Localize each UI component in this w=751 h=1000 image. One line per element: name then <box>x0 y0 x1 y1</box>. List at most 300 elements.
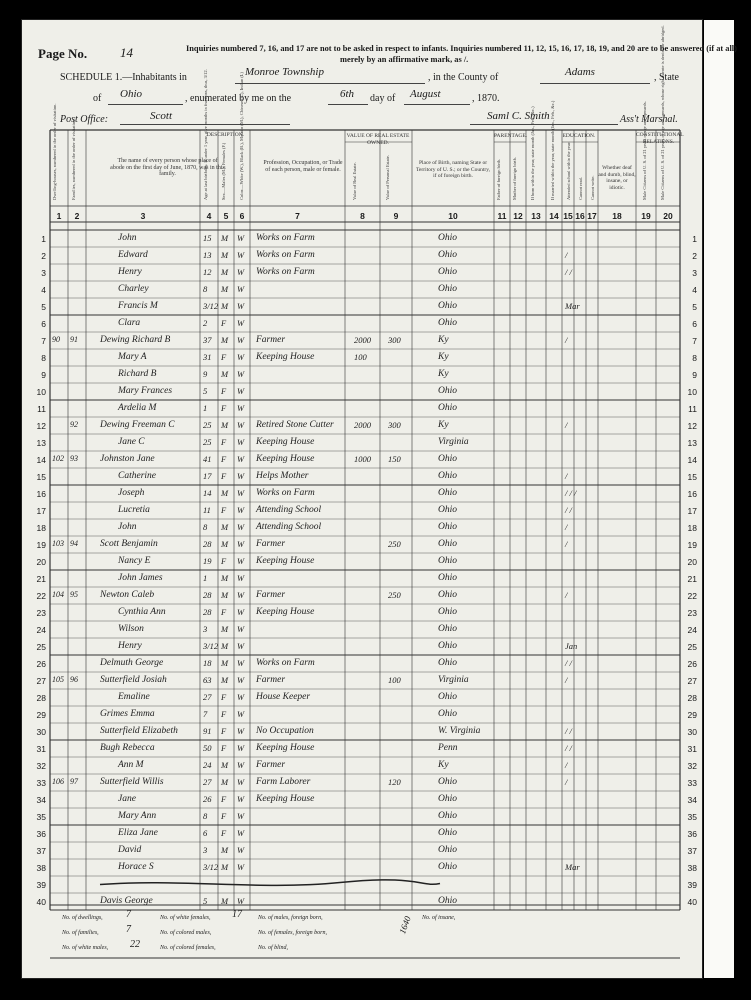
sex: M <box>221 658 229 668</box>
color: W <box>237 777 245 787</box>
age: 3/12 <box>203 641 219 651</box>
row-number: 31 <box>36 744 46 754</box>
col7-header: Profession, Occupation, or Trade of each person, male or female. <box>263 160 343 173</box>
row-number: 26 <box>36 659 46 669</box>
place-of-birth: Ky <box>438 760 449 770</box>
col16-header: Cannot read. <box>578 177 583 200</box>
person-name: Ann M <box>118 760 144 770</box>
row-number-right: 35 <box>687 812 697 822</box>
age: 25 <box>203 420 212 430</box>
row-number-right: 32 <box>687 761 697 771</box>
tally-marks: / <box>565 539 568 549</box>
row-number-right: 25 <box>687 642 697 652</box>
row-number: 16 <box>36 489 46 499</box>
row-number: 11 <box>37 404 46 414</box>
day-field: 6th <box>340 88 355 100</box>
row-number: 8 <box>41 353 46 363</box>
occupation: Farmer <box>256 539 286 549</box>
place-of-birth: Ohio <box>438 862 457 872</box>
row-number: 10 <box>36 387 46 397</box>
tally-marks: / <box>565 590 568 600</box>
sex: F <box>221 743 227 753</box>
row-number-right: 11 <box>688 404 697 414</box>
age: 3/12 <box>203 301 219 311</box>
person-name: Grimes Emma <box>100 709 155 719</box>
occupation: Farmer <box>256 760 286 770</box>
occupation: Farmer <box>256 675 286 685</box>
age: 28 <box>203 607 212 617</box>
column-number: 1 <box>56 211 62 221</box>
real-estate-value: 2000 <box>354 420 371 430</box>
real-estate-value: 1000 <box>354 454 371 464</box>
state-field: Ohio <box>120 88 142 100</box>
real-estate-value: 100 <box>354 352 367 362</box>
row-number-right: 6 <box>692 319 697 329</box>
place-of-birth: Ohio <box>438 624 457 634</box>
column-number: 4 <box>206 211 212 221</box>
row-number-right: 24 <box>687 625 697 635</box>
sex: M <box>221 539 229 549</box>
person-name: Mary A <box>118 352 147 362</box>
color: W <box>237 675 245 685</box>
tally-marks: / / <box>565 743 572 753</box>
row-number-right: 5 <box>692 302 697 312</box>
place-of-birth: Ohio <box>438 896 457 906</box>
sex: M <box>221 522 229 532</box>
color: W <box>237 284 245 294</box>
blind-label: No. of blind, <box>258 945 289 951</box>
sex: M <box>221 301 229 311</box>
township-field: Monroe Township <box>245 66 324 78</box>
place-of-birth: Ky <box>438 335 449 345</box>
family-number: 91 <box>70 335 78 344</box>
place-of-birth: Ohio <box>438 573 457 583</box>
row-number-right: 28 <box>687 693 697 703</box>
color: W <box>237 403 245 413</box>
occupation: Farm Laborer <box>256 777 311 787</box>
sex: F <box>221 471 227 481</box>
row-number-right: 16 <box>687 489 697 499</box>
age: 2 <box>203 318 208 328</box>
place-of-birth: Ohio <box>438 386 457 396</box>
col5-header: Sex.—Males (M.), Females (F.) <box>221 142 226 200</box>
age: 27 <box>203 777 212 787</box>
occupation: Works on Farm <box>256 250 315 260</box>
color: W <box>237 471 245 481</box>
sex: F <box>221 386 227 396</box>
col3-header: The name of every person whose place of abode on the first day of June, 1870, was in this family. <box>110 158 225 177</box>
row-number: 30 <box>36 727 46 737</box>
person-name: Bugh Rebecca <box>100 743 155 753</box>
place-of-birth: Ohio <box>438 692 457 702</box>
sex: F <box>221 607 227 617</box>
row-number-right: 40 <box>687 897 697 907</box>
color: W <box>237 301 245 311</box>
age: 31 <box>203 352 212 362</box>
column-number: 20 <box>663 211 673 221</box>
col18-header: Whether deaf and dumb, blind, insane, or idiotic. <box>598 165 636 191</box>
marshal-label: Ass't Marshal. <box>620 114 678 125</box>
white-females-label: No. of white females, <box>160 915 211 921</box>
place-of-birth: Ohio <box>438 301 457 311</box>
page-label: Page No. <box>38 46 88 61</box>
person-name: Wilson <box>118 624 144 634</box>
row-number-right: 3 <box>692 268 697 278</box>
family-number: 96 <box>70 675 78 684</box>
place-of-birth: Ohio <box>438 284 457 294</box>
personal-estate-value: 150 <box>388 454 401 464</box>
color: W <box>237 233 245 243</box>
row-number-right: 20 <box>687 557 697 567</box>
row-number: 9 <box>41 370 46 380</box>
sex: M <box>221 573 229 583</box>
color: W <box>237 590 245 600</box>
age: 63 <box>203 675 212 685</box>
dwellings-label: No. of dwellings, <box>62 915 103 921</box>
person-name: Francis M <box>118 301 158 311</box>
color: W <box>237 862 245 872</box>
age: 5 <box>203 386 208 396</box>
age: 8 <box>203 811 208 821</box>
row-number: 22 <box>36 591 46 601</box>
occupation: Keeping House <box>256 607 315 617</box>
row-number-right: 4 <box>692 285 697 295</box>
color: W <box>237 539 245 549</box>
row-number-right: 27 <box>687 676 697 686</box>
column-number: 3 <box>140 211 146 221</box>
place-of-birth: Ky <box>438 352 449 362</box>
constitutional-header: CONSTITUTIONAL RELATIONS. <box>636 132 684 145</box>
person-name: Sutterfield Willis <box>100 777 164 787</box>
age: 3 <box>203 845 208 855</box>
color: W <box>237 845 245 855</box>
row-number-right: 34 <box>687 795 697 805</box>
dwellings-count: 7 <box>126 909 131 920</box>
row-number-right: 23 <box>687 608 697 618</box>
person-name: Eliza Jane <box>118 828 158 838</box>
column-number: 18 <box>612 211 622 221</box>
place-of-birth: Ohio <box>438 250 457 260</box>
family-number: 95 <box>70 590 78 599</box>
tally-marks: / / <box>565 505 572 515</box>
row-number-right: 12 <box>687 421 697 431</box>
place-of-birth: Ohio <box>438 709 457 719</box>
row-number: 12 <box>36 421 46 431</box>
row-number-right: 30 <box>687 727 697 737</box>
family-number: 93 <box>70 454 78 463</box>
age: 25 <box>203 437 212 447</box>
sex: F <box>221 403 227 413</box>
month-field: August <box>410 88 441 100</box>
sex: F <box>221 318 227 328</box>
row-number: 25 <box>36 642 46 652</box>
occupation: Works on Farm <box>256 233 315 243</box>
sex: F <box>221 709 227 719</box>
color: W <box>237 505 245 515</box>
place-of-birth: Ohio <box>438 471 457 481</box>
tally-marks: / / / <box>565 488 577 498</box>
tally-marks: Mar <box>565 301 580 311</box>
age: 8 <box>203 284 208 294</box>
row-number: 36 <box>36 829 46 839</box>
color: W <box>237 760 245 770</box>
color: W <box>237 624 245 634</box>
row-number: 7 <box>41 336 46 346</box>
sex: F <box>221 692 227 702</box>
county-label: , in the County of <box>428 72 499 83</box>
sex: M <box>221 488 229 498</box>
sex: M <box>221 267 229 277</box>
row-number: 35 <box>36 812 46 822</box>
row-number: 20 <box>36 557 46 567</box>
row-number-right: 19 <box>687 540 697 550</box>
column-number: 7 <box>295 211 300 221</box>
dwelling-number: 103 <box>52 539 64 548</box>
col13-header: If born within the year, state month (Jan., Feb., &c.) <box>530 106 535 200</box>
insane-label: No. of insane, <box>422 915 456 921</box>
place-of-birth: Ohio <box>438 522 457 532</box>
person-name: Scott Benjamin <box>100 539 158 549</box>
age: 1 <box>203 403 208 413</box>
tally-marks: / <box>565 420 568 430</box>
color: W <box>237 658 245 668</box>
tally-marks: / <box>565 777 568 787</box>
person-name: Catherine <box>118 471 156 481</box>
place-of-birth: Ky <box>438 420 449 430</box>
occupation: Attending School <box>256 522 322 532</box>
place-of-birth: Ohio <box>438 641 457 651</box>
of-label: of <box>93 93 102 104</box>
white-males-count: 22 <box>130 939 140 950</box>
col1-header: Dwelling-houses, numbered in the order of visitation. <box>52 103 57 200</box>
col10-header: Place of Birth, naming State or Territory of U. S.; or the Country, if of foreign birth. <box>416 160 490 179</box>
place-of-birth: Ohio <box>438 318 457 328</box>
age: 7 <box>203 709 208 719</box>
column-number: 8 <box>360 211 365 221</box>
row-number: 1 <box>41 234 46 244</box>
sex: M <box>221 675 229 685</box>
families-label: No. of families, <box>62 930 99 936</box>
person-name: Davis George <box>100 896 153 906</box>
sex: F <box>221 556 227 566</box>
place-of-birth: Ohio <box>438 505 457 515</box>
occupation: Attending School <box>256 505 322 515</box>
row-number-right: 13 <box>687 438 697 448</box>
personal-estate-value: 100 <box>388 675 401 685</box>
row-number-right: 15 <box>687 472 697 482</box>
place-of-birth: Penn <box>438 743 458 753</box>
age: 19 <box>203 556 212 566</box>
row-number: 33 <box>36 778 46 788</box>
person-name: Charley <box>118 284 149 294</box>
person-name: John <box>118 233 137 243</box>
occupation: Works on Farm <box>256 488 315 498</box>
age: 8 <box>203 522 208 532</box>
age: 9 <box>203 369 208 379</box>
dwelling-number: 102 <box>52 454 64 463</box>
tally-marks: / / <box>565 267 572 277</box>
color: W <box>237 318 245 328</box>
tally-marks: / <box>565 471 568 481</box>
real-estate-value: 2000 <box>354 335 371 345</box>
row-number-right: 1 <box>692 234 697 244</box>
post-office-label: Post Office: <box>60 114 109 125</box>
age: 24 <box>203 760 212 770</box>
row-number-right: 18 <box>687 523 697 533</box>
age: 11 <box>203 505 211 515</box>
sex: M <box>221 420 229 430</box>
personal-estate-value: 300 <box>388 335 401 345</box>
age: 12 <box>203 267 212 277</box>
color: W <box>237 573 245 583</box>
age: 15 <box>203 233 212 243</box>
sex: M <box>221 845 229 855</box>
families-count: 7 <box>126 924 131 935</box>
col19-header: Male Citizens of U. S. of 21 years of age and upwards. <box>642 101 647 200</box>
row-number: 27 <box>36 676 46 686</box>
color: W <box>237 352 245 362</box>
place-of-birth: Virginia <box>438 675 469 685</box>
row-number: 19 <box>36 540 46 550</box>
color: W <box>237 794 245 804</box>
color: W <box>237 896 245 906</box>
post-office-field: Scott <box>150 110 172 122</box>
place-of-birth: Ky <box>438 369 449 379</box>
year-label: , 1870. <box>472 93 500 104</box>
dwelling-number: 106 <box>52 777 64 786</box>
place-of-birth: Ohio <box>438 607 457 617</box>
sex: M <box>221 862 229 872</box>
white-males-label: No. of white males, <box>62 945 109 951</box>
instructions-note: Inquiries numbered 7, 16, and 17 are not to be asked in respect to infants. Inquiries numbered 11, 12, 15, 16, 17, 18, 19, and 20 are to be answered (if at all) <box>186 44 737 53</box>
family-number: 92 <box>70 420 78 429</box>
row-number-right: 36 <box>687 829 697 839</box>
row-number-right: 29 <box>687 710 697 720</box>
column-number: 10 <box>448 211 458 221</box>
row-number: 18 <box>36 523 46 533</box>
personal-estate-value: 250 <box>388 539 401 549</box>
person-name: Henry <box>118 267 142 277</box>
row-number: 37 <box>36 846 46 856</box>
person-name: David <box>118 845 142 855</box>
person-name: Edward <box>118 250 148 260</box>
person-name: Joseph <box>118 488 145 498</box>
occupation: Farmer <box>256 335 286 345</box>
row-number: 13 <box>36 438 46 448</box>
person-name: Richard B <box>118 369 157 379</box>
age: 5 <box>203 896 208 906</box>
colored-males-label: No. of colored males, <box>160 930 212 936</box>
colored-females-label: No. of colored females, <box>160 945 216 951</box>
age: 13 <box>203 250 212 260</box>
row-number: 29 <box>36 710 46 720</box>
row-number-right: 38 <box>687 863 697 873</box>
row-number-right: 33 <box>687 778 697 788</box>
row-number: 24 <box>36 625 46 635</box>
age: 26 <box>203 794 212 804</box>
person-name: John <box>118 522 137 532</box>
row-number: 6 <box>41 319 46 329</box>
occupation: Keeping House <box>256 556 315 566</box>
occupation: Works on Farm <box>256 658 315 668</box>
color: W <box>237 709 245 719</box>
state-label: , State <box>654 72 679 83</box>
place-of-birth: Ohio <box>438 777 457 787</box>
color: W <box>237 556 245 566</box>
place-of-birth: Ohio <box>438 794 457 804</box>
row-number: 34 <box>36 795 46 805</box>
real-estate-header: VALUE OF REAL ESTATE OWNED. <box>346 133 410 146</box>
row-number-right: 2 <box>692 251 697 261</box>
tally-marks: / / <box>565 658 572 668</box>
age: 50 <box>203 743 212 753</box>
col17-header: Cannot write. <box>590 175 595 200</box>
page-number: 14 <box>120 45 133 60</box>
age: 18 <box>203 658 212 668</box>
color: W <box>237 335 245 345</box>
person-name: Nancy E <box>118 556 151 566</box>
age: 3/12 <box>203 862 219 872</box>
row-number-right: 26 <box>687 659 697 669</box>
tally-marks: / / <box>565 726 572 736</box>
row-number-right: 21 <box>687 574 697 584</box>
row-number: 40 <box>36 897 46 907</box>
person-name: Cynthia Ann <box>118 607 166 617</box>
place-of-birth: Ohio <box>438 845 457 855</box>
person-name: Mary Ann <box>118 811 157 821</box>
family-number: 97 <box>70 777 78 786</box>
sex: M <box>221 590 229 600</box>
person-name: John James <box>118 573 163 583</box>
column-number: 12 <box>513 211 523 221</box>
row-number-right: 37 <box>687 846 697 856</box>
person-name: Lucretia <box>118 505 150 515</box>
tally-marks: / <box>565 522 568 532</box>
sex: M <box>221 777 229 787</box>
dwelling-number: 104 <box>52 590 64 599</box>
person-name: Emaline <box>118 692 150 702</box>
sex: F <box>221 726 227 736</box>
row-number-right: 14 <box>687 455 697 465</box>
white-females-count: 17 <box>232 909 242 920</box>
color: W <box>237 641 245 651</box>
row-number-right: 10 <box>687 387 697 397</box>
age: 1 <box>203 573 208 583</box>
occupation: Farmer <box>256 590 286 600</box>
col11-header: Father of foreign birth. <box>496 158 501 200</box>
person-name: Dewing Richard B <box>100 335 171 345</box>
occupation: Keeping House <box>256 794 315 804</box>
tally-marks: / <box>565 250 568 260</box>
row-number-right: 39 <box>687 880 697 890</box>
description-header: DESCRIPTION. <box>206 132 245 138</box>
row-number-right: 22 <box>687 591 697 601</box>
row-number: 32 <box>36 761 46 771</box>
sex: M <box>221 624 229 634</box>
age: 28 <box>203 590 212 600</box>
sex: F <box>221 352 227 362</box>
row-number: 17 <box>36 506 46 516</box>
color: W <box>237 250 245 260</box>
person-name: Mary Frances <box>118 386 173 396</box>
row-number: 4 <box>41 285 46 295</box>
person-name: Jane <box>118 794 136 804</box>
row-number: 28 <box>36 693 46 703</box>
occupation: Keeping House <box>256 437 315 447</box>
person-name: Dewing Freeman C <box>100 420 175 430</box>
occupation: Works on Farm <box>256 267 315 277</box>
age: 91 <box>203 726 212 736</box>
